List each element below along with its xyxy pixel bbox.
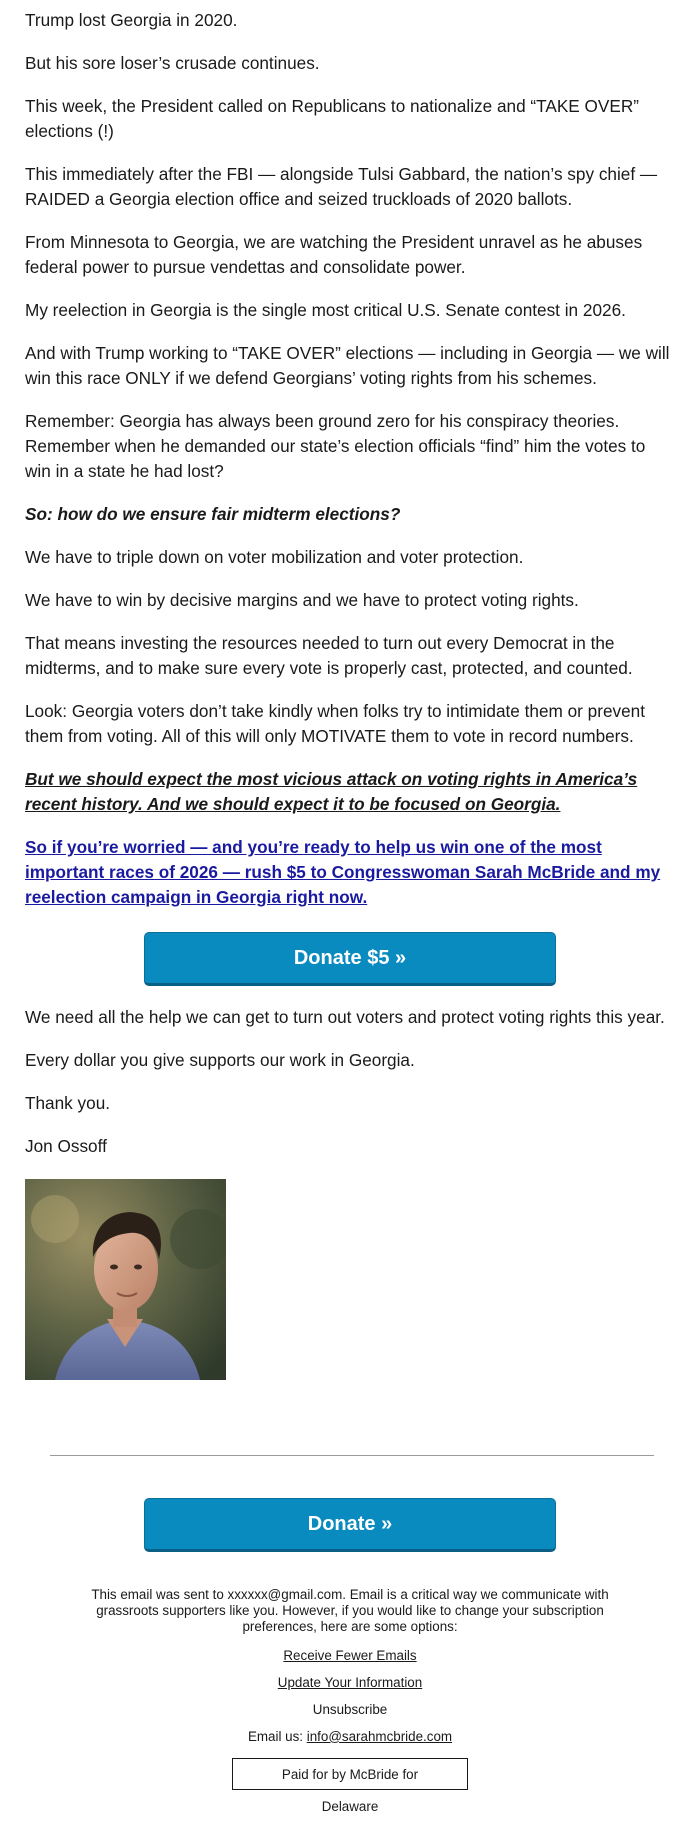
portrait-image [25, 1179, 226, 1380]
paragraph-7: And with Trump working to “TAKE OVER” elections — including in Georgia — we will win this race ONLY if we defend Georgians’ voting rights from his schemes. [25, 343, 670, 388]
paragraph-12: That means investing the resources needed to turn out every Democrat in the midterms, and to make sure every vote is properly cast, protected, and counted. [25, 633, 633, 678]
paragraph-4: This immediately after the FBI — alongside Tulsi Gabbard, the nation’s spy chief — RAIDED a Georgia election office and seized truckloads of 2020 ballots. [25, 164, 658, 209]
signature-name: Jon Ossoff [25, 1136, 107, 1156]
paragraph-10: We have to triple down on voter mobilization and voter protection. [25, 547, 524, 567]
email-footer [25, 1587, 675, 1814]
donate-button[interactable]: Donate » [144, 1498, 556, 1552]
paragraph-3: This week, the President called on Republicans to nationalize and “TAKE OVER” elections (!) [25, 96, 639, 141]
paragraph-2: But his sore loser’s crusade continues. [25, 53, 320, 73]
paragraph-8: Remember: Georgia has always been ground zero for his conspiracy theories. Remember when he demanded our state’s election officials “find” him the votes to win in a state he had lost? [25, 411, 646, 481]
candidate-photo [25, 1179, 226, 1380]
donate-5-wrap [25, 932, 675, 986]
closing-content [25, 986, 675, 1447]
unsubscribe-link[interactable]: Unsubscribe [312, 1701, 388, 1717]
contact-email-line [25, 1729, 675, 1745]
message-content [25, 0, 675, 932]
paragraph-question: So: how do we ensure fair midterm elections? [25, 504, 401, 524]
paragraph-emphasis: But we should expect the most vicious attack on voting rights in America’s recent history. And we should expect it to be focused on Georgia. [25, 769, 638, 814]
email-us-label: Email us: [247, 1728, 307, 1744]
paragraph-16: We need all the help we can get to turn out voters and protect voting rights this year. [25, 1007, 665, 1027]
paragraph-5: From Minnesota to Georgia, we are watching the President unravel as he abuses federal power to pursue vendettas and consolidate power. [25, 232, 643, 277]
paid-for-disclaimer: Paid for by McBride for Delaware [232, 1758, 468, 1790]
footer-notice: This email was sent to xxxxxx@gmail.com. Email is a critical way we communicate with grassroots supporters like you. However, if you would like to change your subscription preferences, here are some options: [91, 1587, 609, 1634]
paragraph-17: Every dollar you give supports our work in Georgia. [25, 1050, 415, 1070]
paragraph-thank-you: Thank you. [25, 1093, 111, 1113]
footer-divider [50, 1455, 654, 1456]
paragraph-6: My reelection in Georgia is the single most critical U.S. Senate contest in 2026. [25, 300, 626, 320]
contact-email-link[interactable]: info@sarahmcbride.com [306, 1728, 453, 1744]
donate-5-button[interactable]: Donate $5 » [144, 932, 556, 986]
paragraph-11: We have to win by decisive margins and we have to protect voting rights. [25, 590, 579, 610]
receive-fewer-emails-link[interactable]: Receive Fewer Emails [283, 1648, 417, 1664]
update-information-link[interactable]: Update Your Information [277, 1675, 423, 1691]
donate-wrap [25, 1498, 675, 1552]
donate-link-paragraph[interactable]: So if you’re worried — and you’re ready to help us win one of the most important races of 2026 — rush $5 to Congresswoman Sarah McBride and my reelection campaign in Georgia right now. [25, 837, 661, 907]
paragraph-13: Look: Georgia voters don’t take kindly when folks try to intimidate them or prevent them from voting. All of this will only MOTIVATE them to vote in record numbers. [25, 701, 646, 746]
paragraph-1: Trump lost Georgia in 2020. [25, 10, 238, 30]
